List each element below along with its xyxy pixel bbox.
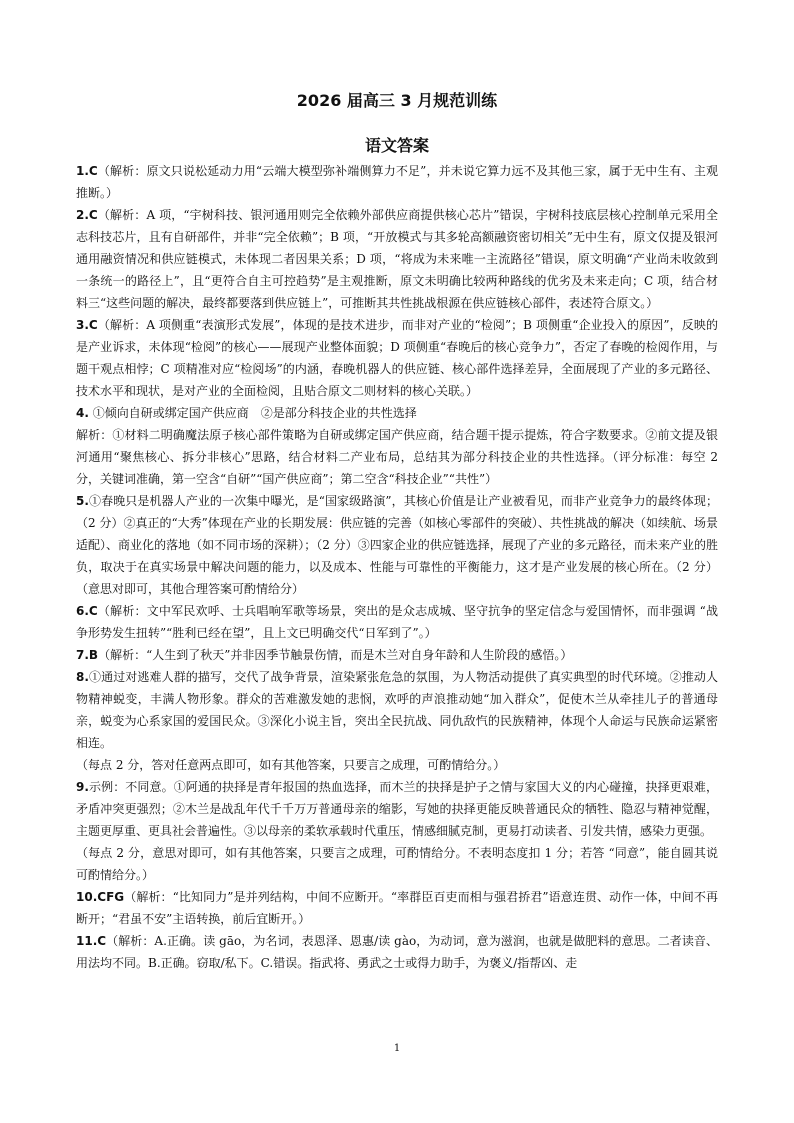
answer-number: 4. — [76, 406, 89, 420]
answer-number: 5. — [76, 494, 89, 508]
page-number: 1 — [393, 1043, 401, 1054]
answer-text: 解析：①材料二明确魔法原子核心部件策略为自研或绑定国产供应商，结合题干提示提炼，符合字数要求。②前文提及银河通用“聚焦核心、拆分非核心”思路，结合材料二产业布局，总结其为部分科技企业的共性选择。（评分标准：每空 2 分，关键词准确，第一空含“自研”“国产供应商”；第二空含“科技企业”“共性”） — [76, 428, 718, 486]
answer-text: ①倾向自研或绑定国产供应商 ②是部分科技企业的共性选择 — [92, 406, 417, 420]
answer-paragraph — [76, 424, 718, 490]
answer-text: （解析：文中军民欢呼、士兵唱响军歌等场景，突出的是众志成城、坚守抗争的坚定信念与爱国情怀，而非强调 “战争形势发生扭转”“胜利已经在望”，且上文已明确交代“日军到了”。） — [76, 604, 718, 640]
answer-paragraph — [76, 776, 718, 842]
answer-paragraph — [76, 886, 718, 930]
answer-paragraph — [76, 842, 718, 886]
answer-paragraph — [76, 644, 718, 666]
answer-paragraph — [76, 314, 718, 402]
answer-text: （解析：A.正确。读 gāo，为名词，表恩泽、恩惠/读 gào，为动词，意为滋润，也就是做肥料的意思。二者读音、用法均不同。B.正确。窃取/私下。C.错误。指武将、勇武之士或得力助手，为褒义/指帮凶、走 — [76, 934, 718, 970]
answer-number: 7.B — [76, 648, 99, 662]
answer-paragraph — [76, 600, 718, 644]
answer-number: 1.C — [76, 164, 98, 178]
answer-text: （解析：A 项侧重“表演形式发展”，体现的是技术进步，而非对产业的“检阅”；B 项侧重“企业投入的原因”，反映的是产业诉求，未体现“检阅”的核心——展现产业整体面貌；D 项侧重“春晚后的核心竞争力”，否定了春晚的检阅作用，与题干观点相悖；C 项精准对应“检阅场”的内涵，春晚机器人的供应链、核心部件选择差异，全面展现了产业的多元路径、技术水平和现状，是对产业的全面检阅，且贴合原文二则材料的核心关联。） — [76, 318, 718, 398]
answer-number: 3.C — [76, 318, 98, 332]
answer-paragraph — [76, 754, 718, 776]
answer-number: 8. — [76, 670, 89, 684]
answer-number: 6.C — [76, 604, 98, 618]
answer-paragraph — [76, 160, 718, 204]
answer-text: （解析：“比知同力”是并列结构，中间不应断开。“率群臣百吏而相与强君挢君”语意连贯、动作一体，中间不再断开；“君虽不安”主语转换，前后宜断开。） — [76, 890, 718, 926]
answer-text: （每点 2 分，意思对即可，如有其他答案，只要言之成理，可酌情给分。不表明态度扣 1 分；若答 “同意”，能自圆其说可酌情给分。） — [76, 846, 718, 882]
answer-paragraph — [76, 666, 718, 754]
answer-number: 2.C — [76, 208, 98, 222]
answer-text: （每点 2 分，答对任意两点即可，如有其他答案，只要言之成理，可酌情给分。） — [76, 758, 506, 772]
answer-number: 10.CFG — [76, 890, 125, 904]
answer-text: （解析：“人生到了秋天”并非因季节触景伤情，而是木兰对自身年龄和人生阶段的感悟。） — [98, 648, 573, 662]
answer-number: 9. — [76, 780, 89, 794]
answer-paragraph — [76, 402, 718, 424]
answer-text: 示例：不同意。①阿通的抉择是青年报国的热血选择，而木兰的抉择是护子之情与家国大义的内心碰撞，抉择更艰难，矛盾冲突更强烈；②木兰是战乱年代千千万万普通母亲的缩影，写她的抉择更能反映普通民众的牺牲、隐忍与精神觉醒，主题更厚重、更具社会普遍性。③以母亲的柔软承载时代重压，情感细腻克制，更易打动读者、引发共情，感染力更强。 — [76, 780, 718, 838]
answer-text: ①通过对逃难人群的描写，交代了战争背景，渲染紧张危急的氛围，为人物活动提供了真实典型的时代环境。②推动人物精神蜕变，丰满人物形象。群众的苦难激发她的悲悯，欢呼的声浪推动她“加入群众”，促使木兰从牵挂儿子的普通母亲，蜕变为心系家国的爱国民众。③深化小说主旨，突出全民抗战、同仇敌忾的民族精神，体现个人命运与民族命运紧密相连。 — [76, 670, 718, 750]
document-title: 2026 届高三 3 月规范训练 — [296, 91, 498, 110]
answer-body — [76, 160, 718, 974]
answer-paragraph — [76, 490, 718, 600]
answer-paragraph — [76, 204, 718, 314]
answer-text: （解析：原文只说松延动力用“云端大模型弥补端侧算力不足”，并未说它算力远不及其他三家，属于无中生有、主观推断。） — [76, 164, 718, 200]
answer-text: （解析：A 项，“宇树科技、银河通用则完全依赖外部供应商提供核心芯片”错误，宇树科技底层核心控制单元采用全志科技芯片，且有自研部件，并非“完全依赖”；B 项，“开放模式与其多轮高额融资密切相关”无中生有，原文仅提及银河通用融资情况和供应链模式，未体现二者因果关系；D 项，“将成为未来唯一主流路径”错误，原文明确“产业尚未收敛到一条统一的路径上”，且“更符合自主可控趋势”是主观推断，原文未明确比较两种路线的优劣及未来走向；C 项，结合材料三“这些问题的解决，最终都要落到供应链上”，可推断其共性挑战根源在供应链核心部件，表述符合原文。） — [76, 208, 718, 310]
answer-text: ①春晚只是机器人产业的一次集中曝光，是“国家级路演”，其核心价值是让产业被看见，而非产业竞争力的最终体现；（2 分）②真正的“大秀”体现在产业的长期发展：供应链的完善（如核心零部件的突破）、共性挑战的解决（如续航、场景适配）、商业化的落地（如不同市场的深耕）；（2 分）③四家企业的供应链选择，展现了产业的多元路径，而未来产业的胜负，取决于在真实场景中解决问题的能力，以及成本、性能与可靠性的平衡能力，这才是产业发展的核心所在。（2 分）（意思对即可，其他合理答案可酌情给分） — [76, 494, 718, 596]
answer-paragraph — [76, 930, 718, 974]
document-subtitle: 语文答案 — [364, 136, 429, 155]
answer-number: 11.C — [76, 934, 107, 948]
